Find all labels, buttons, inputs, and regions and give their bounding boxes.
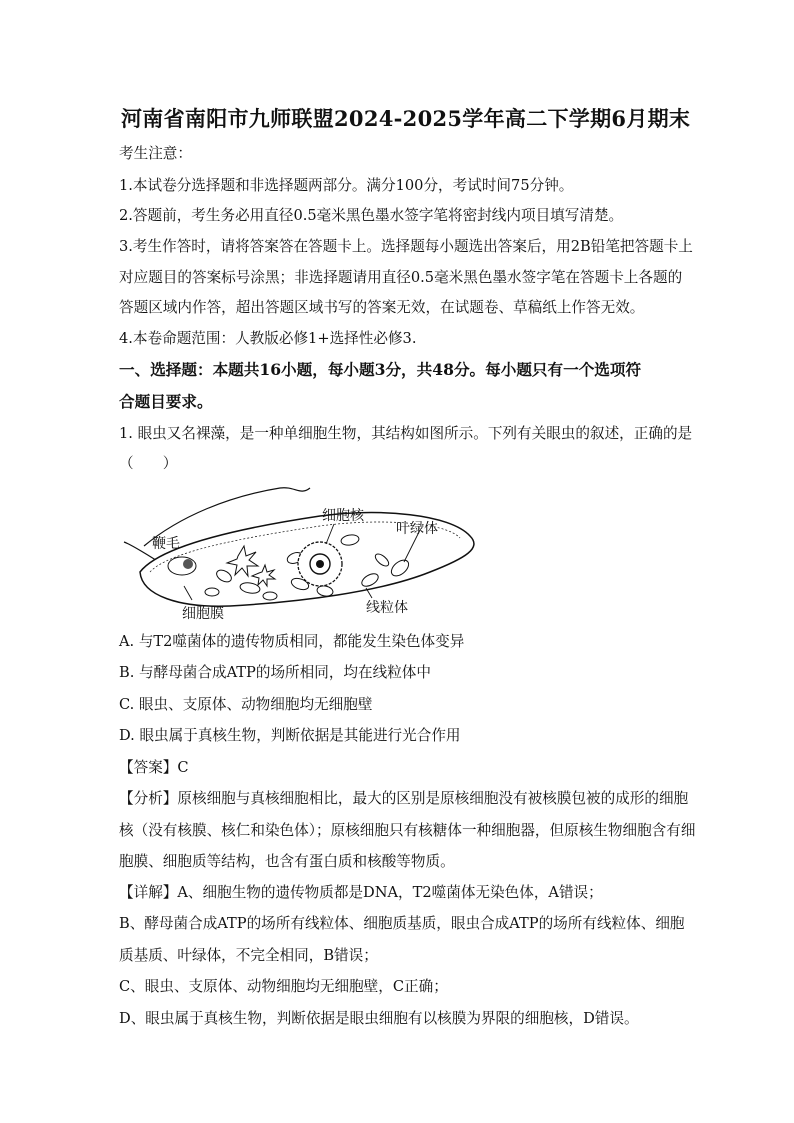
explanation-line: C、眼虫、支原体、动物细胞均无细胞壁，C正确；: [119, 978, 448, 995]
notice-heading: 考生注意：: [119, 145, 192, 162]
label-membrane: 细胞膜: [182, 606, 224, 622]
option-c: C. 眼虫、支原体、动物细胞均无细胞壁: [119, 696, 373, 713]
option-a: A. 与T2噬菌体的遗传物质相同，都能发生染色体变异: [119, 633, 465, 650]
eyespot-icon: [183, 559, 193, 569]
question-stem-bracket: （ ）: [119, 455, 178, 472]
notice-item: 对应题目的答案标号涂黑；非选择题请用直径0.5毫米黑色墨水签字笔在答题卡上各题的: [119, 269, 683, 286]
analysis-line: 胞膜、细胞质等结构，也含有蛋白质和核酸等物质。: [119, 853, 455, 870]
notice-item: 2.答题前，考生务必用直径0.5毫米黑色墨水签字笔将密封线内项目填写清楚。: [119, 207, 624, 224]
label-nucleus: 细胞核: [322, 508, 364, 524]
label-mitochondria: 线粒体: [366, 600, 408, 616]
label-chloroplast: 叶绿体: [396, 521, 438, 537]
notice-item: 4.本卷命题范围：人教版必修1+选择性必修3.: [119, 330, 417, 347]
document-title: 河南省南阳市九师联盟2024-2025学年高二下学期6月期末: [121, 106, 691, 131]
question-stem: 1. 眼虫又名裸藻，是一种单细胞生物，其结构如图所示。下列有关眼虫的叙述，正确的是: [119, 425, 693, 442]
analysis-line: 核（没有核膜、核仁和染色体）；原核细胞只有核糖体一种细胞器，但原核生物细胞含有细: [119, 822, 696, 839]
euglena-diagram: [120, 476, 480, 626]
explanation-line: B、酵母菌合成ATP的场所有线粒体、细胞质基质，眼虫合成ATP的场所有线粒体、细胞: [119, 915, 685, 932]
label-flagellum: 鞭毛: [152, 536, 180, 552]
notice-item: 答题区域内作答，超出答题区域书写的答案无效，在试题卷、草稿纸上作答无效。: [119, 299, 645, 316]
notice-item: 3.考生作答时，请将答案答在答题卡上。选择题每小题选出答案后，用2B铅笔把答题卡上: [119, 238, 693, 255]
analysis-line: 【分析】原核细胞与真核细胞相比，最大的区别是原核细胞没有被核膜包被的成形的细胞: [119, 790, 689, 807]
option-d: D. 眼虫属于真核生物，判断依据是其能进行光合作用: [119, 727, 461, 744]
explanation-line: 质基质、叶绿体，不完全相同，B错误；: [119, 947, 378, 964]
notice-item: 1.本试卷分选择题和非选择题两部分。满分100分，考试时间75分钟。: [119, 177, 574, 194]
nucleolus-dot: [316, 560, 324, 568]
section-heading: 合题目要求。: [119, 392, 213, 411]
explanation-line: D、眼虫属于真核生物，判断依据是眼虫细胞有以核膜为界限的细胞核，D错误。: [119, 1010, 639, 1027]
section-heading: 一、选择题：本题共16小题，每小题3分，共48分。每小题只有一个选项符: [119, 360, 642, 379]
answer-line: 【答案】C: [119, 759, 189, 776]
explanation-line: 【详解】A、细胞生物的遗传物质都是DNA，T2噬菌体无染色体，A错误；: [119, 884, 603, 901]
euglena-figure: [120, 476, 480, 626]
option-b: B. 与酵母菌合成ATP的场所相同，均在线粒体中: [119, 664, 431, 681]
